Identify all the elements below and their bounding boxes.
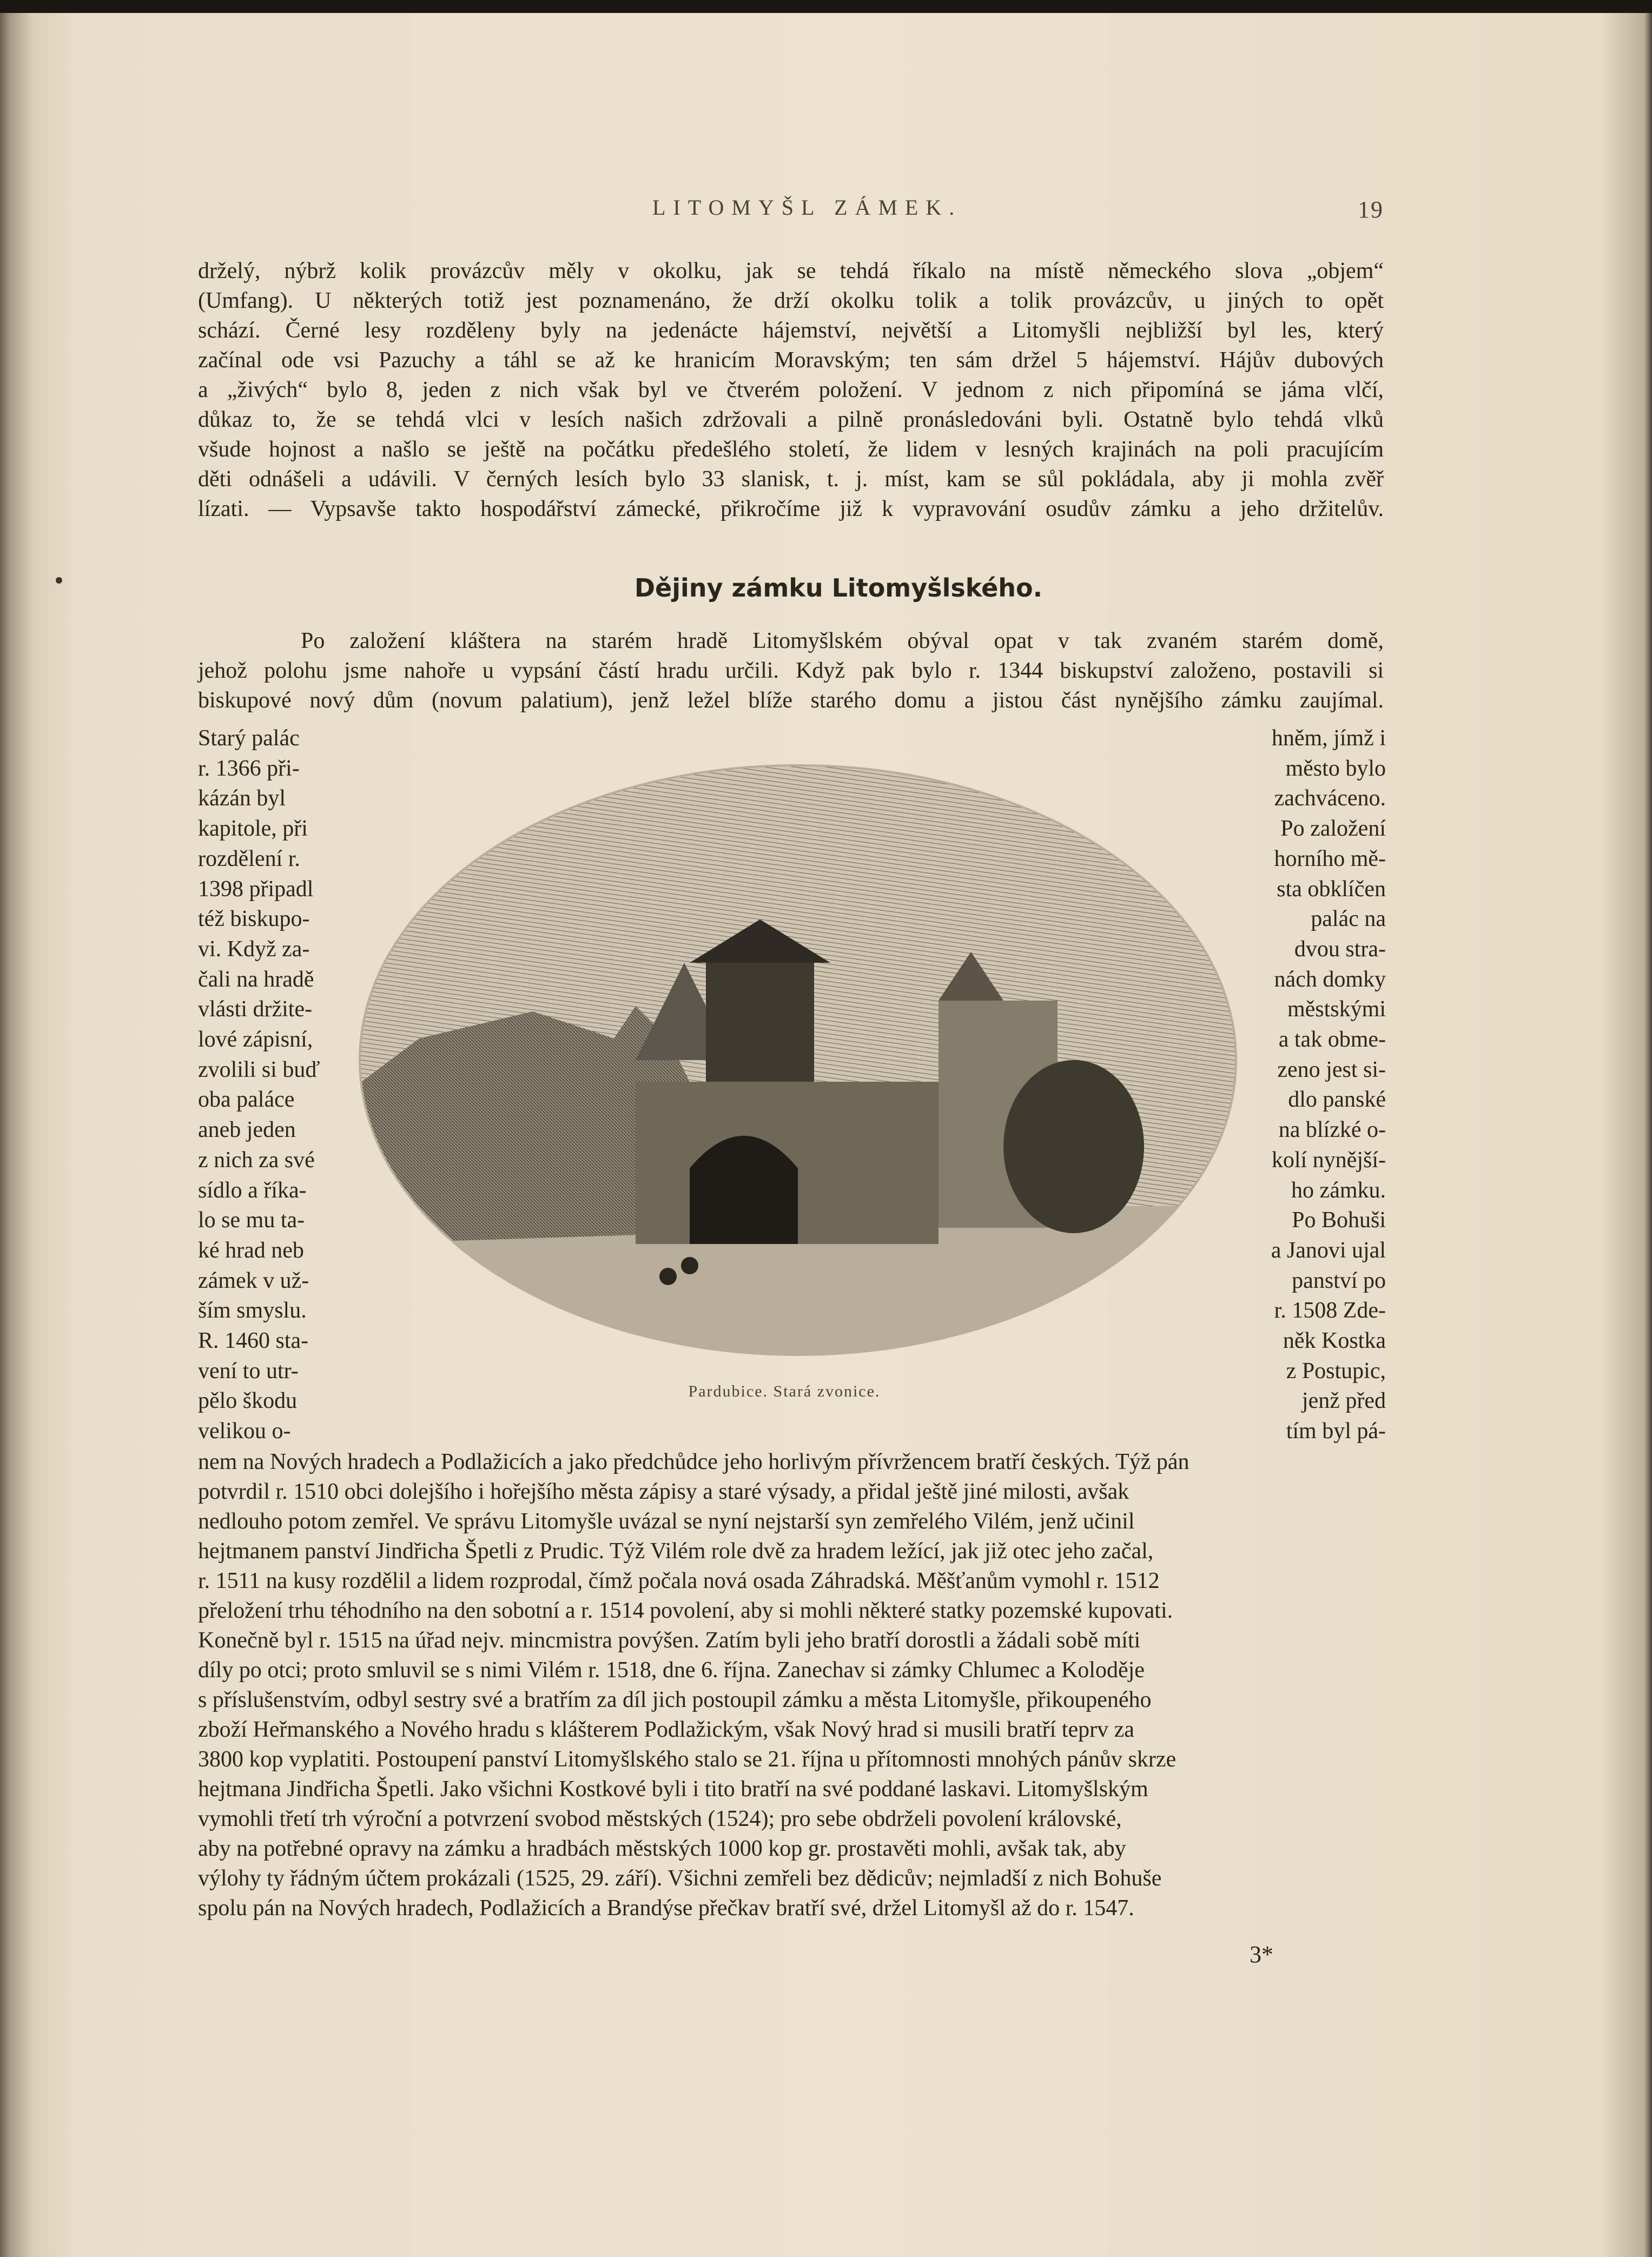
- right-text-column: hněm, jímž i město bylo zachváceno. Po založení horního mě- sta obklíčen palác na dvou stra- nách domky městskými a tak obme- zeno jest si- dlo panské na blízké o- kolí nynější- ho zámku. Po Bohuši a Janovi ujal panství po r. 1508 Zde- něk Kostka z Postupic, jenž před tím byl pá-: [1271, 726, 1386, 1444]
- running-head: LITOMYŠL ZÁMEK.: [652, 195, 962, 220]
- continuation-paragraph: nem na Nových hradech a Podlažicích a jako předchůdce jeho horlivým přívržencem bratří českých. Týž pán potvrdil r. 1510 obci dolejšího i hořejšího města zápisy a staré výsady, a přidal ještě jiné milosti, avšak nedlouho potom zemřel. Ve správu Litomyšle uvázal se nyní nejstarší syn zemřelého Vilém, jenž učinil hejtmanem panství Jindřicha Špetli z Prudic. Týž Vilém role dvě za hradem ležící, jak již otec jeho začal, r. 1511 na kusy rozdělil a lidem rozprodal, čímž počala nová osada Záhradská. Měšťanům vymohl r. 1512 přeložení trhu téhodního na den sobotní a r. 1514 povolení, aby si mohli některé statky pozemské kupovati. Konečně byl r. 1515 na úřad nejv. mincmistra povýšen. Zatím byli jeho bratří dorostli a žádali sobě míti díly po otci; proto smluvil se s nimi Vilém r. 1518, dne 6. října. Zanechav si zámky Chlumec a Koloděje s příslušenstvím, odbyl sestry své a bratřím za díl jich postoupil zámku a města Litomyšle, přikoupeného zboží Heřmanského a Nového hradu s klášterem Podlažickým, však Nový hrad si musili bratří teprv za 3800 kop vyplatiti. Postoupení panství Litomyšlského stalo se 21. října u přítomnosti mnohých pánův skrze hejtmana Jindřicha Špetli. Jako všichni Kostkové byli i tito bratří na své poddané laskavi. Litomyšlským vymohli třetí trh výroční a potvrzení svobod městských (1524); pro sebe obdrželi povolení královské, aby na potřebné opravy na zámku a hradbách městských 1000 kop gr. prostavěti mohli, avšak tak, aby výlohy ty řádným účtem prokázali (1525, 29. září). Všichni zemřeli bez dědicův; nejmladší z nich Bohuše spolu pán na Nových hradech, Podlažicích a Brandýse přečkav bratří své, držel Litomyšl až do r. 1547.: [198, 1449, 1190, 1921]
- tree-right: [1003, 1060, 1144, 1233]
- gate-arch: [690, 1136, 798, 1244]
- figure-person-2: [681, 1257, 698, 1274]
- engraving-illustration: [354, 757, 1241, 1368]
- figure-person: [659, 1268, 677, 1285]
- intro-paragraph: drželý, nýbrž kolik provázcův měly v okolku, jak se tehdá říkalo na místě německého slova „objem“ (Umfang). U některých totiž jest poznamenáno, že drží okolku tolik a tolik provázcův, u jiných to opět schází. Černé lesy rozděleny byly na jedenácte hájemství, největší a Litomyšli nejbližší byl les, který začínal ode vsi Pazuchy a táhl se až ke hranicím Moravským; ten sám držel 5 hájemství. Hájův dubových a „živých“ bylo 8, jeden z nich však byl ve čtverém položení. V jednom z nich připomíná se jáma vlčí, důkaz to, že se tehdá vlci v lesích našich zdržovali a pilně pronásledováni byli. Ostatně bylo tehdá vlků všude hojnost a našlo se ještě na počátku předešlého století, že lidem v lesných krajinách na poli pracujícím děti odnášeli a udávili. V černých lesích bylo 33 slanisk, t. j. míst, kam se sůl pokládala, aby ji mohla zvěř lízati. — Vypsavše takto hospodářství zámecké, přikročíme již k vypravování osudův zámku a jeho držitelův.: [198, 259, 1384, 521]
- section-opening-paragraph: Po založení kláštera na starém hradě Litomyšlském obýval opat v tak zvaném starém domě, jehož polohu jsme nahoře u vypsání částí hradu určili. Když pak bylo r. 1344 biskupství založeno, postavili si biskupové nový dům (novum palatium), jenž ležel blíže starého domu a jistou část nynějšího zámku zaujímal.: [198, 628, 1384, 713]
- page-number: 19: [1358, 196, 1384, 223]
- scan-edge: [0, 0, 1652, 13]
- section-heading: Dějiny zámku Litomyšlského.: [634, 573, 1043, 603]
- figure-caption: Pardubice. Stará zvonice.: [688, 1382, 881, 1400]
- left-text-column: Starý palác r. 1366 při- kázán byl kapitole, při rozdělení r. 1398 připadl též biskupo- vi. Když za- čali na hradě vlásti držite- lové zápisní, zvolili si buď oba paláce aneb jeden z nich za své sídlo a říka- lo se mu ta- ké hrad neb zámek v už- ším smyslu. R. 1460 sta- vení to utr- pělo škodu velikou o-: [198, 726, 320, 1444]
- binding-mark: [56, 577, 62, 584]
- bell-tower: [706, 963, 814, 1093]
- signature-mark: 3*: [1250, 1941, 1273, 1968]
